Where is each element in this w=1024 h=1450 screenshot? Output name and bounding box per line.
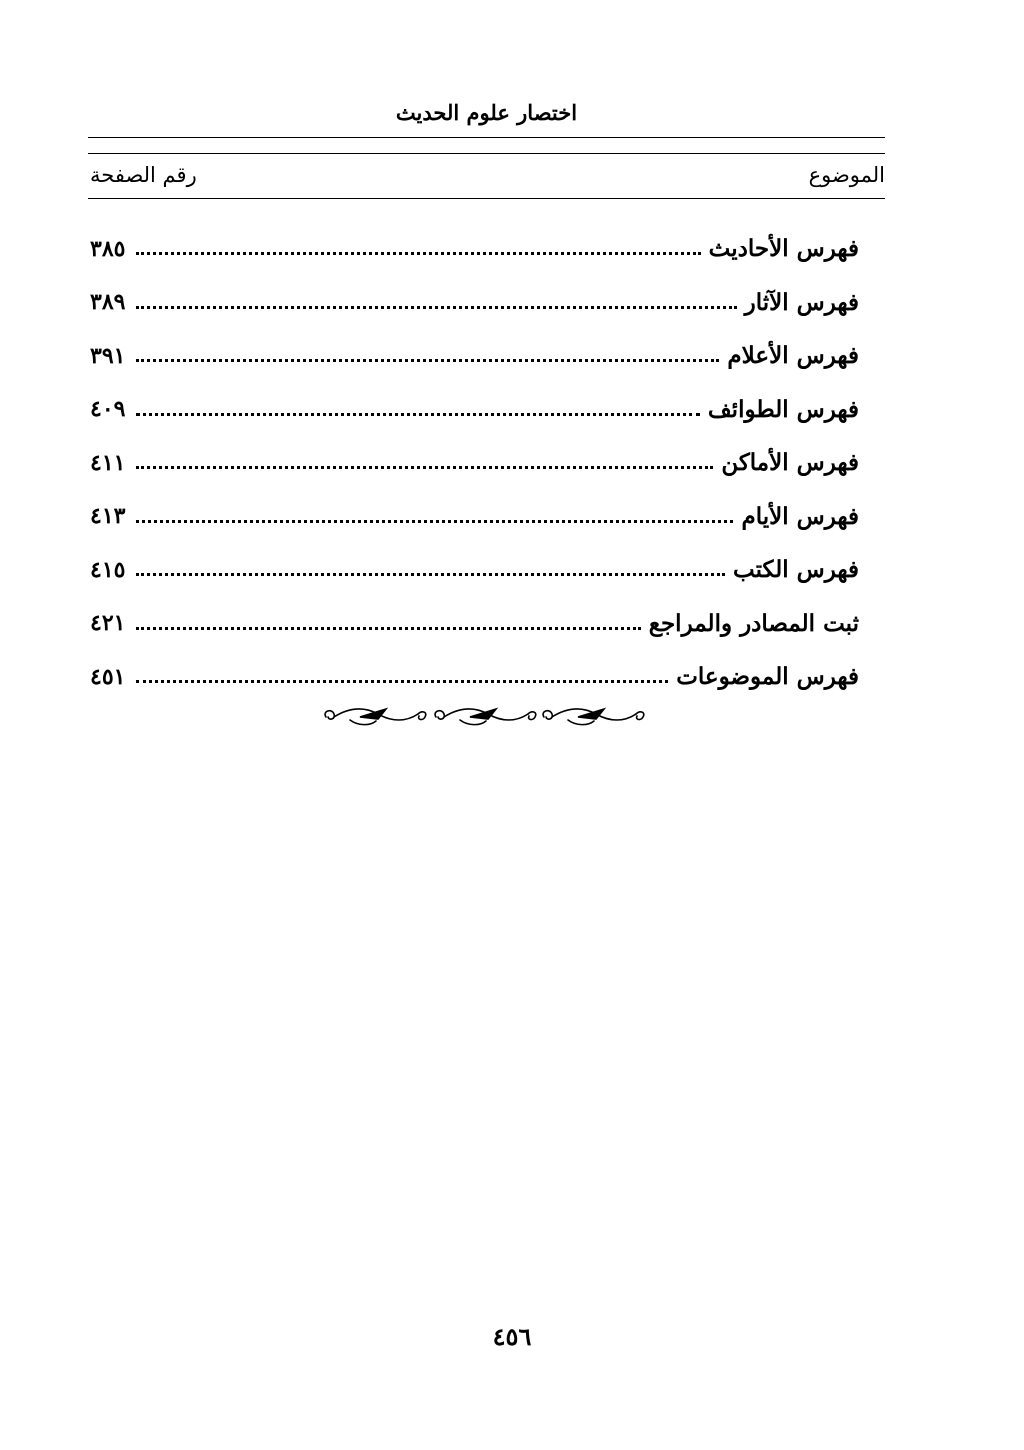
dot-leader xyxy=(136,359,719,362)
page-number: ٤٥٦ xyxy=(492,1322,532,1351)
dot-leader xyxy=(136,466,713,469)
dot-leader xyxy=(136,680,668,683)
header-rule-top xyxy=(88,137,885,138)
dot-leader xyxy=(136,252,701,255)
toc-entry-title: فهرس الموضوعات xyxy=(676,663,859,691)
toc-entry xyxy=(90,222,859,276)
toc-entry-title: ثبت المصادر والمراجع xyxy=(648,609,859,637)
toc-entry-page: ٣٩١ xyxy=(90,342,126,369)
dot-leader xyxy=(136,520,733,523)
column-heading-rule xyxy=(88,198,885,199)
toc-entry xyxy=(90,650,859,704)
column-heading-page: رقم الصفحة xyxy=(90,163,197,187)
toc-entry-page: ٤٥١ xyxy=(90,663,126,690)
toc-entry xyxy=(90,276,859,330)
toc-entry-page: ٣٨٥ xyxy=(90,235,126,262)
toc-entry xyxy=(90,436,859,490)
toc-entry-page: ٤٠٩ xyxy=(90,396,126,423)
floral-divider-icon xyxy=(320,702,645,732)
toc-entry-page: ٤٢١ xyxy=(90,610,126,637)
toc-entry-page: ٤١٣ xyxy=(90,503,126,530)
toc-entry-title: فهرس الأعلام xyxy=(727,342,859,370)
toc-entry xyxy=(90,490,859,544)
running-header: اختصار علوم الحديث xyxy=(395,100,578,125)
dot-leader xyxy=(136,627,641,630)
toc-entry-title: فهرس الأحاديث xyxy=(708,235,859,263)
toc-entry xyxy=(90,597,859,651)
table-of-contents xyxy=(90,222,859,704)
toc-entry-title: فهرس الأماكن xyxy=(721,449,859,477)
toc-entry xyxy=(90,383,859,437)
toc-entry-title: فهرس الآثار xyxy=(744,288,859,316)
dot-leader xyxy=(136,413,700,416)
toc-entry-title: فهرس الكتب xyxy=(733,556,859,584)
toc-entry-title: فهرس الطوائف xyxy=(707,395,859,423)
toc-entry-title: فهرس الأيام xyxy=(741,502,859,530)
toc-entry-page: ٣٨٩ xyxy=(90,289,126,316)
column-heading-subject: الموضوع xyxy=(808,163,885,187)
toc-entry xyxy=(90,543,859,597)
toc-entry-page: ٤١١ xyxy=(90,449,126,476)
header-rule-bottom xyxy=(88,153,885,154)
toc-entry xyxy=(90,329,859,383)
dot-leader xyxy=(136,573,725,576)
dot-leader xyxy=(136,306,737,309)
toc-entry-page: ٤١٥ xyxy=(90,556,126,583)
